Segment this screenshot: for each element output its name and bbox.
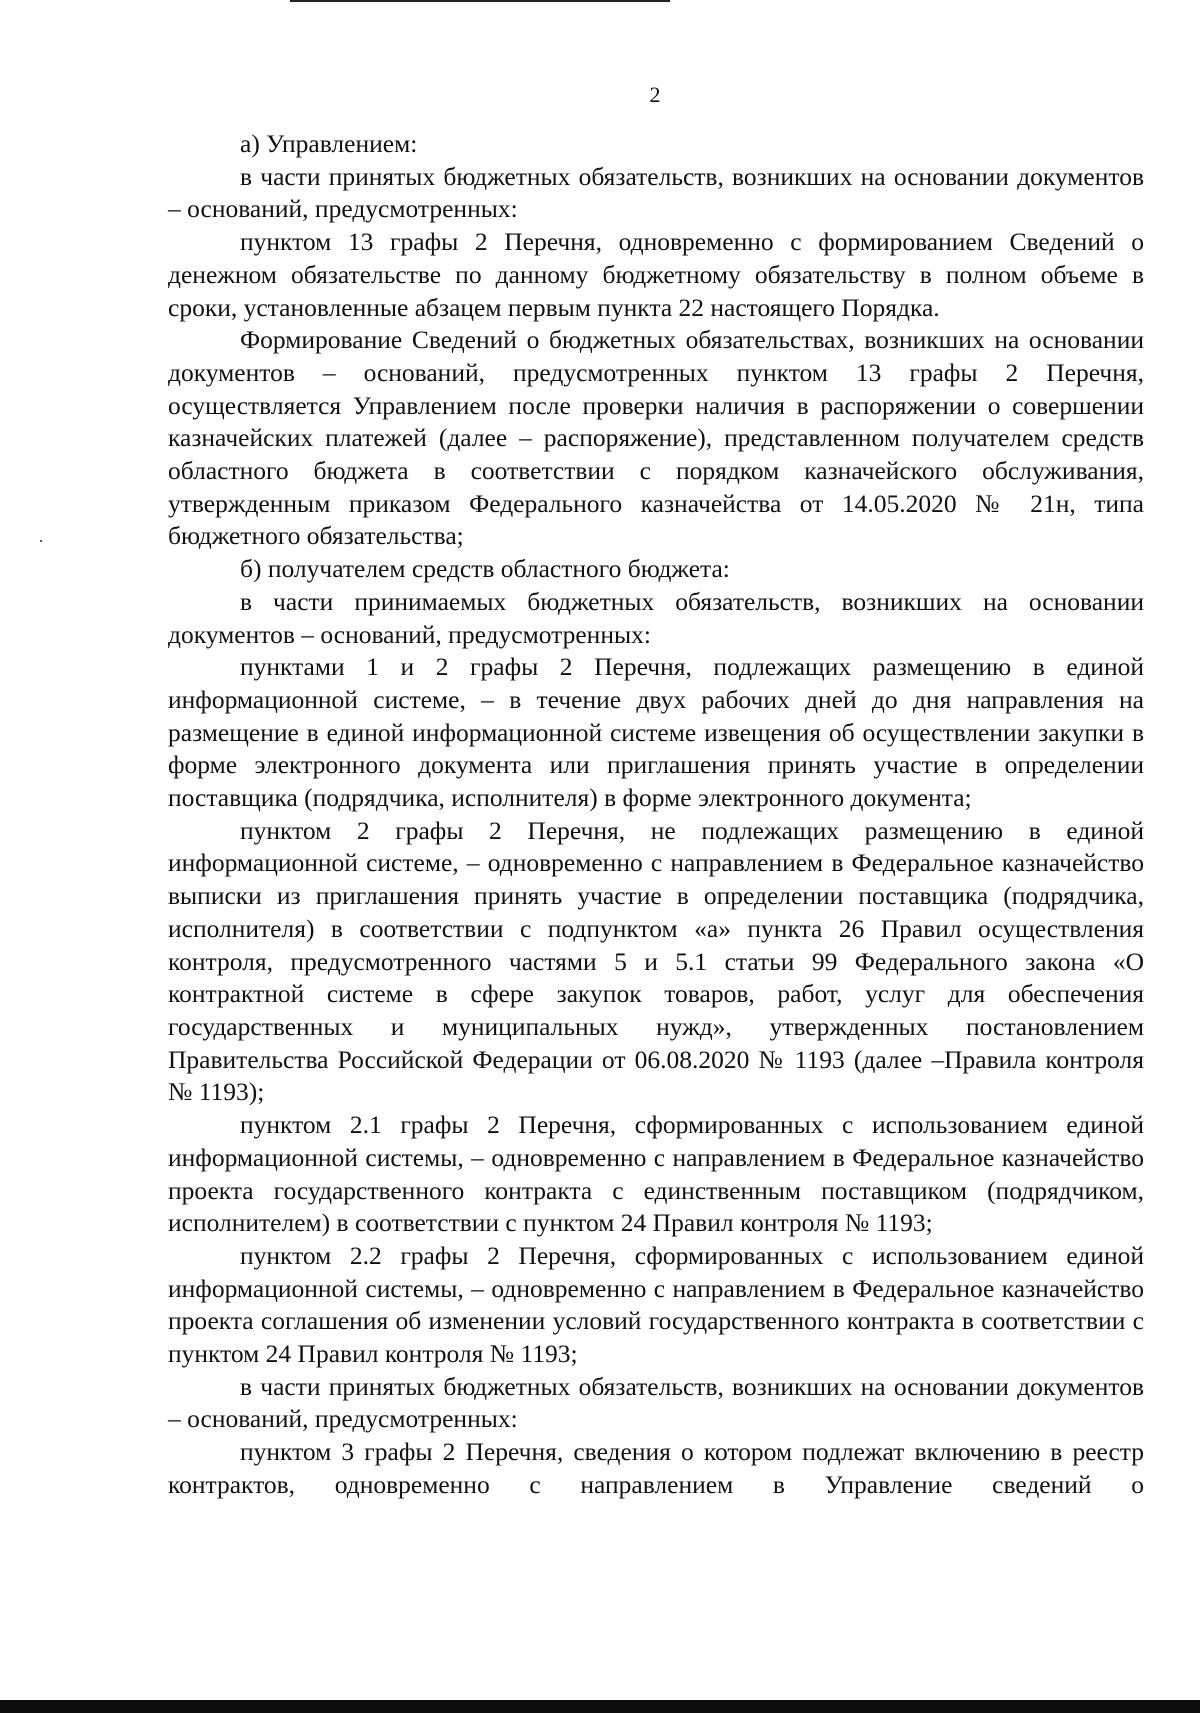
paragraph: в части принятых бюджетных обязательств, возникших на основании документов – оснований, предусмотренных: [168, 1371, 1144, 1434]
paragraph: пунктами 1 и 2 графы 2 Перечня, подлежащих размещению в единой информационной системе, – в течение двух рабочих дней до дня направления на размещение в единой информационной системе извещения об осуществлении закупки в форме электронного документа или приглашения принять участие в определении поставщика (подрядчика, исполнителя) в форме электронного документа; [168, 652, 1144, 813]
scan-speck [40, 540, 42, 542]
page-number: 2 [649, 82, 661, 107]
paragraph: а) Управлением: [240, 129, 418, 158]
paragraph: Формирование Сведений о бюджетных обязательствах, возникших на основании документов – оснований, предусмотренных пунктом 13 графы 2 Перечня, осуществляется Управлением после проверки наличия в распоряжении о совершении казначейских платежей (далее – распоряжение), представленном получателем средств областного бюджета в соответствии с порядком казначейского обслуживания, утвержденным приказом Федерального казначейства от 14.05.2020 № 21н, типа бюджетного обязательства; [168, 325, 1144, 551]
paragraph: пунктом 13 графы 2 Перечня, одновременно с формированием Сведений о денежном обязательстве по данному бюджетному обязательству в полном объеме в сроки, установленные абзацем первым пункта 22 настоящего Порядка. [168, 227, 1144, 322]
paragraph: пунктом 2 графы 2 Перечня, не подлежащих размещению в единой информационной системе, – одновременно с направлением в Федеральное казначейство выписки из приглашения принять участие в определении поставщика (подрядчика, исполнителя) в соответствии с подпунктом «а» пункта 26 Правил осуществления контроля, предусмотренного частями 5 и 5.1 статьи 99 Федерального закона «О контрактной системе в сфере закупок товаров, работ, услуг для обеспечения государственных и муниципальных нужд», утвержденных постановлением Правительства Российской Федерации от 06.08.2020 № 1193 (далее –Правила контроля № 1193); [168, 815, 1144, 1107]
document-body [168, 128, 1144, 1502]
paragraph: в части принимаемых бюджетных обязательств, возникших на основании документов – оснований, предусмотренных: [168, 586, 1144, 649]
paragraph: пунктом 2.1 графы 2 Перечня, сформированных с использованием единой информационной системы, – одновременно с направлением в Федеральное казначейство проекта государственного контракта с единственным поставщиком (подрядчиком, исполнителем) в соответствии с пунктом 24 Правил контроля № 1193; [168, 1110, 1144, 1238]
paragraph: пунктом 2.2 графы 2 Перечня, сформированных с использованием единой информационной системы, – одновременно с направлением в Федеральное казначейство проекта соглашения об изменении условий государственного контракта в соответствии с пунктом 24 Правил контроля № 1193; [168, 1240, 1144, 1369]
scan-top-line [290, 0, 670, 2]
paragraph: б) получателем средств областного бюджета: [240, 554, 730, 584]
paragraph: пунктом 3 графы 2 Перечня, сведения о котором подлежат включению в реестр контрактов, одновременно с направлением в Управление сведений о [168, 1437, 1144, 1499]
paragraph: в части принятых бюджетных обязательств, возникших на основании документов – оснований, предусмотренных: [168, 161, 1144, 224]
scan-bottom-edge [0, 1700, 1200, 1713]
